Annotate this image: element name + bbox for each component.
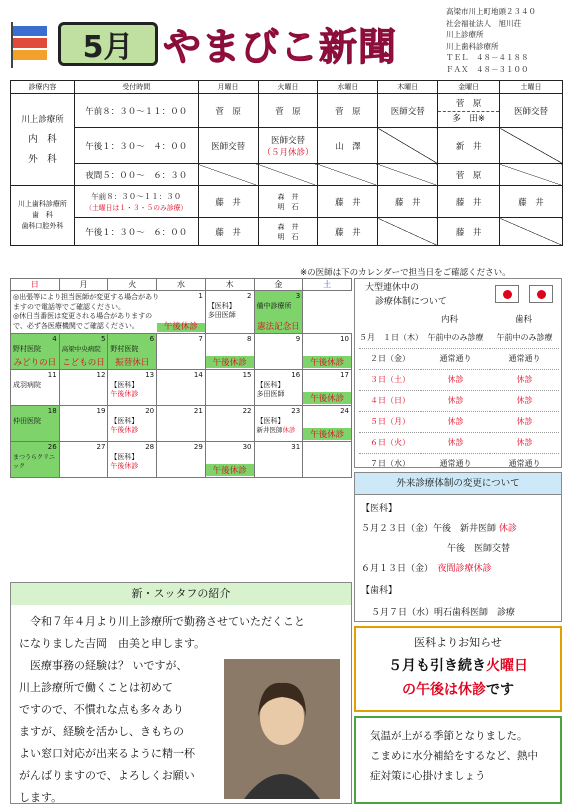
outpatient-changes: 外来診療体制の変更について 【医科】 ５月２３日（金）午後 新井医師 休診 午後 医師交替 ６月１３日（金） 夜間診療休診 【歯科】 ５月７日（水）明石歯科医師 診療 [354,472,562,622]
may-calendar: 日 月 火 水 木 金 土 ◎出張等により担当医師が変更する場合があり ますので電話等でご確認ください。 ◎休日当番医は変更される場合がありますの で、必ず各医療機関でご確認ください。 1 午後休診 2 【医科】 多田医師 3 備中診療所 憲法記念日 4 野村医院 みどりの日 5 高梁中央病院 こどもの日 6 野村医院 振替休日 7 8 午後休診 9 10 午後休診 11 成羽病院 12 13 【医科】 午後休診 14 15 16 【医科】 多田医師 17 午後休診 18 仲田医院 19 20 【医科】 午後休診 21 22 23 【医科】 新井医師休診 24 午後休診 26 まつうらクリニック 27 28 【医科】 午後休診 29 30 午後休診 31 [10,278,352,478]
schedule-note: ※の医師は下のカレンダーで担当日をご確認ください。 [300,268,511,278]
header [0,0,572,78]
address-block: 高梁市川上町地頭２３４０ 社会福祉法人 旭川荘 川上診療所 川上歯科診療所 ＴＥＬ ４８－４１８８ ＦＡＸ ４８－３１００ [446,7,536,74]
staff-photo [224,659,340,799]
month-badge: 5月 [58,22,158,66]
japan-flag-icon [529,285,553,303]
clinic-dental: 川上歯科診療所 歯 科 歯科口腔外科 [11,186,75,246]
japan-flag-icon [495,285,519,303]
heatstroke-notice: 気温が上がる季節となりました。 こまめに水分補給をするなど、熱中 症対策に心掛けましょう [354,716,562,804]
new-staff-intro: 新・スッタフの紹介 令和７年４月より川上診療所で勤務させていただくこと になりました吉岡 由美と申します。 医療事務の経験は？ いですが、 川上診療所で働くことは初めて ですので、不慣れな点も多々あり ますが、経験を活かし、きもちの よい窓口対応が出来るように精一杯 がんばりますので、よろしくお願い します。 [10,582,352,804]
holiday-schedule: 大型連休中の 診療体制について 内科 歯科 ５月 １日（木） 午前中のみ診療 午前中のみ診療 ２日（金） 通常通り 通常通り ３日（土） 休診 休診 ４日（日） 休診 休診 ５日（月） 休診 休診 ６日（火） 休診 休診 ７日（水） 通常通り 通常通り [354,278,562,468]
medical-notice: 医科よりお知らせ ５月も引き続き火曜日 の午後は休診です [354,626,562,712]
koinobori-icon [8,20,54,70]
newsletter-title: やまびこ新聞 [163,25,398,69]
clinic-medical: 川上診療所 内 科 外 科 [11,94,75,186]
schedule-table: 診療内容 受付時間 月曜日 火曜日 水曜日 木曜日 金曜日 土曜日 川上診療所 内 科 外 科 午前８：３０～１１：００ 菅 原 菅 原 菅 原 医師交替 菅 原 多 田※ 医師交替 午後１：３０～ ４：００ 医師交替 医師交替 （５月休診） 山 澤 新 井 夜間５：００～ ６：３０ 菅 原 川上歯科診療所 歯 科 歯科口腔外科 午前８：３０～１１：３０ （土曜日は１・３・５のみ診療） 藤 井 森 井 明 石 藤 井 藤 井 藤 井 藤 井 午後１：３０～ ６：００ 藤 井 森 井 明 石 藤 井 藤 井 [10,80,563,246]
